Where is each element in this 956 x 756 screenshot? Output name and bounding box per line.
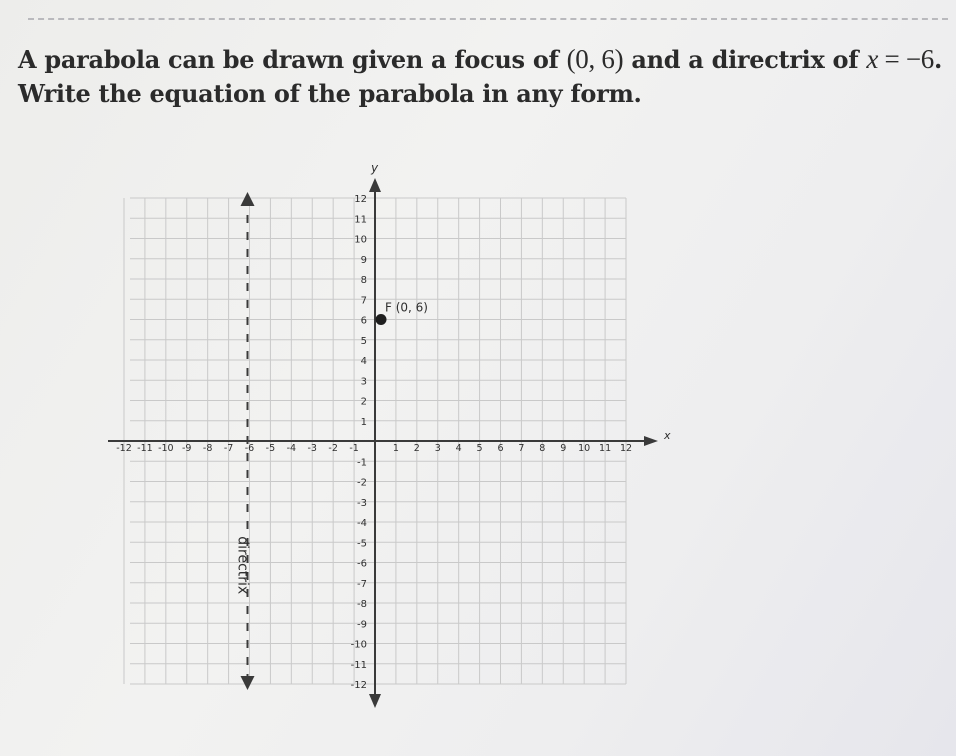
y-tick-label: -6	[357, 558, 367, 570]
y-tick-label: -2	[357, 477, 367, 489]
y-tick-label: -12	[350, 680, 367, 691]
y-tick-label: 7	[360, 295, 367, 307]
y-tick-label: -9	[357, 619, 367, 631]
x-tick-label: 6	[497, 443, 504, 454]
x-tick-label: -1	[349, 443, 359, 454]
y-tick-label: 12	[354, 194, 367, 205]
y-tick-label: -4	[357, 518, 367, 529]
y-tick-label: -8	[357, 599, 367, 610]
y-tick-label: 9	[360, 254, 367, 266]
x-tick-label: -5	[265, 443, 276, 454]
focus-expression: (0, 6)	[566, 44, 624, 74]
x-tick-label: 11	[599, 443, 612, 454]
y-tick-label: -5	[357, 538, 367, 550]
y-tick-label: 3	[360, 376, 367, 388]
directrix-variable: x	[866, 44, 879, 74]
x-tick-label: -3	[307, 443, 317, 454]
problem-lead: A parabola can be drawn given a focus of	[18, 45, 567, 74]
y-tick-label: -1	[357, 457, 367, 469]
x-tick-label: 7	[518, 443, 525, 454]
x-tick-label: 1	[392, 443, 399, 454]
x-tick-label: 10	[578, 443, 591, 454]
y-tick-label: 8	[360, 275, 367, 286]
y-tick-label: 6	[360, 315, 367, 327]
y-axis-arrow-down	[369, 694, 381, 708]
x-tick-label: 3	[434, 443, 441, 454]
y-axis-arrow-up	[369, 178, 381, 192]
y-tick-label: 4	[360, 356, 367, 367]
y-axis-label: y	[371, 161, 379, 175]
x-axis-label: x	[664, 429, 671, 442]
x-tick-label: -4	[286, 443, 297, 454]
problem-tail: . Write the equation of the parabola in any form.	[18, 45, 943, 108]
directrix-label: directrix	[234, 536, 251, 595]
y-tick-label: -11	[350, 659, 367, 671]
problem-mid: and a directrix of	[623, 45, 867, 74]
focus-point	[376, 314, 387, 325]
y-tick-label: 5	[360, 335, 367, 347]
y-tick-label: 2	[360, 396, 367, 408]
directrix-arrow-down	[241, 676, 255, 690]
focus-label: F (0, 6)	[385, 300, 428, 315]
x-tick-label: -10	[158, 443, 174, 454]
y-tick-label: -10	[350, 639, 367, 651]
x-tick-label: -6	[244, 443, 255, 454]
x-tick-label: 2	[413, 443, 420, 454]
y-tick-label: 11	[354, 214, 367, 226]
x-tick-label: 12	[619, 443, 633, 454]
x-axis-arrow	[644, 436, 658, 446]
x-tick-label: 8	[539, 443, 546, 454]
x-tick-label: -7	[223, 443, 234, 454]
x-tick-label: -8	[202, 443, 213, 454]
y-tick-label: 10	[354, 234, 367, 246]
x-tick-label: -2	[328, 443, 338, 454]
directrix-equation: = −6	[878, 44, 934, 74]
x-tick-label: 9	[560, 443, 567, 454]
x-tick-label: -11	[137, 443, 153, 454]
y-tick-label: -3	[357, 497, 367, 509]
x-tick-label: 5	[476, 443, 483, 454]
x-tick-label: -9	[182, 443, 192, 454]
y-tick-label: -7	[357, 578, 367, 590]
y-tick-label: 1	[360, 416, 367, 428]
x-tick-label: 4	[455, 443, 462, 454]
directrix-arrow-up	[241, 192, 255, 206]
x-tick-label: -12	[116, 443, 132, 454]
